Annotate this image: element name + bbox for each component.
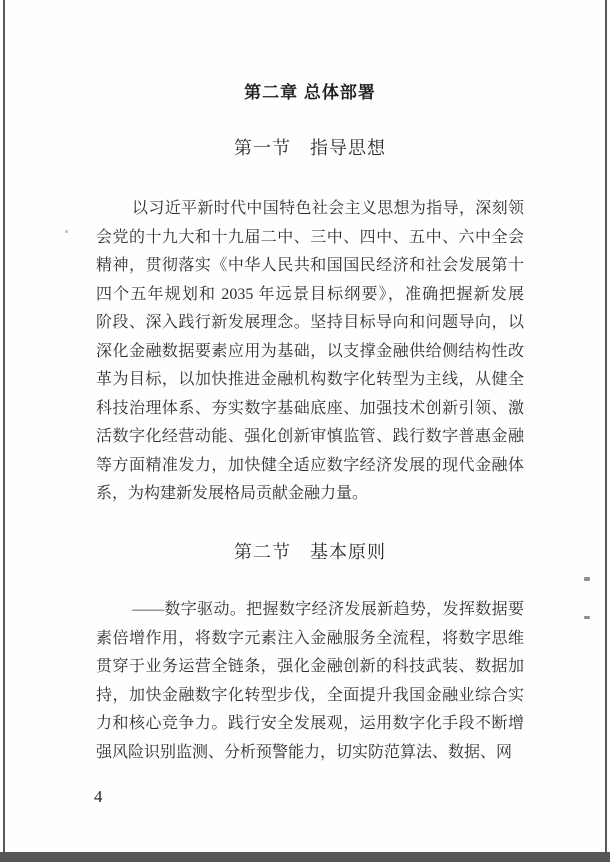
section-title-basic-principles: 第二节 基本原则 bbox=[234, 542, 386, 562]
text-line: 活数字化经营动能、强化创新审慎监管、践行数字普惠金融 bbox=[96, 428, 524, 445]
text-line: 阶段、深入践行新发展理念。坚持目标导向和问题导向，以 bbox=[96, 314, 524, 331]
text-line: 革为目标，以加快推进金融机构数字化转型为主线，从健全 bbox=[96, 371, 524, 388]
text-line: 贯穿于业务运营全链条，强化金融创新的科技武装、数据加 bbox=[96, 658, 524, 675]
paragraph-digital-driven bbox=[96, 596, 524, 767]
text-line: 四个五年规划和 2035 年远景目标纲要》，准确把握新发展 bbox=[96, 285, 524, 303]
text-line: 深化金融数据要素应用为基础，以支撑金融供给侧结构性改 bbox=[96, 342, 524, 360]
text-line: 素倍增作用，将数字元素注入金融服务全流程，将数字思维 bbox=[96, 629, 524, 647]
text-line: 科技治理体系、夯实数字基础底座、加强技术创新引领、激 bbox=[96, 399, 524, 417]
scan-edge-right bbox=[605, 0, 607, 862]
text-line: 力和核心竞争力。践行安全发展观，运用数字化手段不断增 bbox=[96, 715, 524, 732]
text-line: 强风险识别监测、分析预警能力，切实防范算法、数据、网 bbox=[96, 743, 513, 761]
scan-speck bbox=[65, 230, 68, 233]
scan-edge-left bbox=[3, 0, 5, 862]
text-line: 以习近平新时代中国特色社会主义思想为指导，深刻领 bbox=[132, 200, 524, 217]
section-title-guiding-ideology: 第一节 指导思想 bbox=[234, 138, 386, 158]
text-line: 会党的十九大和十九届二中、三中、四中、五中、六中全会 bbox=[96, 228, 524, 246]
text-line: 持，加快金融数字化转型步伐，全面提升我国金融业综合实 bbox=[96, 686, 524, 704]
scan-speck bbox=[584, 577, 590, 581]
chapter-title: 第二章 总体部署 bbox=[244, 83, 376, 102]
scan-speck bbox=[584, 616, 590, 619]
text-line: 等方面精准发力，加快健全适应数字经济发展的现代金融体 bbox=[96, 456, 524, 474]
scan-edge-bottom bbox=[0, 852, 610, 862]
text-line: 精神，贯彻落实《中华人民共和国国民经济和社会发展第十 bbox=[96, 257, 524, 274]
page-number: 4 bbox=[94, 787, 103, 806]
paragraph-guiding-ideology bbox=[96, 195, 524, 509]
text-line: 系，为构建新发展格局贡献金融力量。 bbox=[96, 485, 369, 502]
text-line: ——数字驱动。把握数字经济发展新趋势，发挥数据要 bbox=[132, 601, 524, 618]
